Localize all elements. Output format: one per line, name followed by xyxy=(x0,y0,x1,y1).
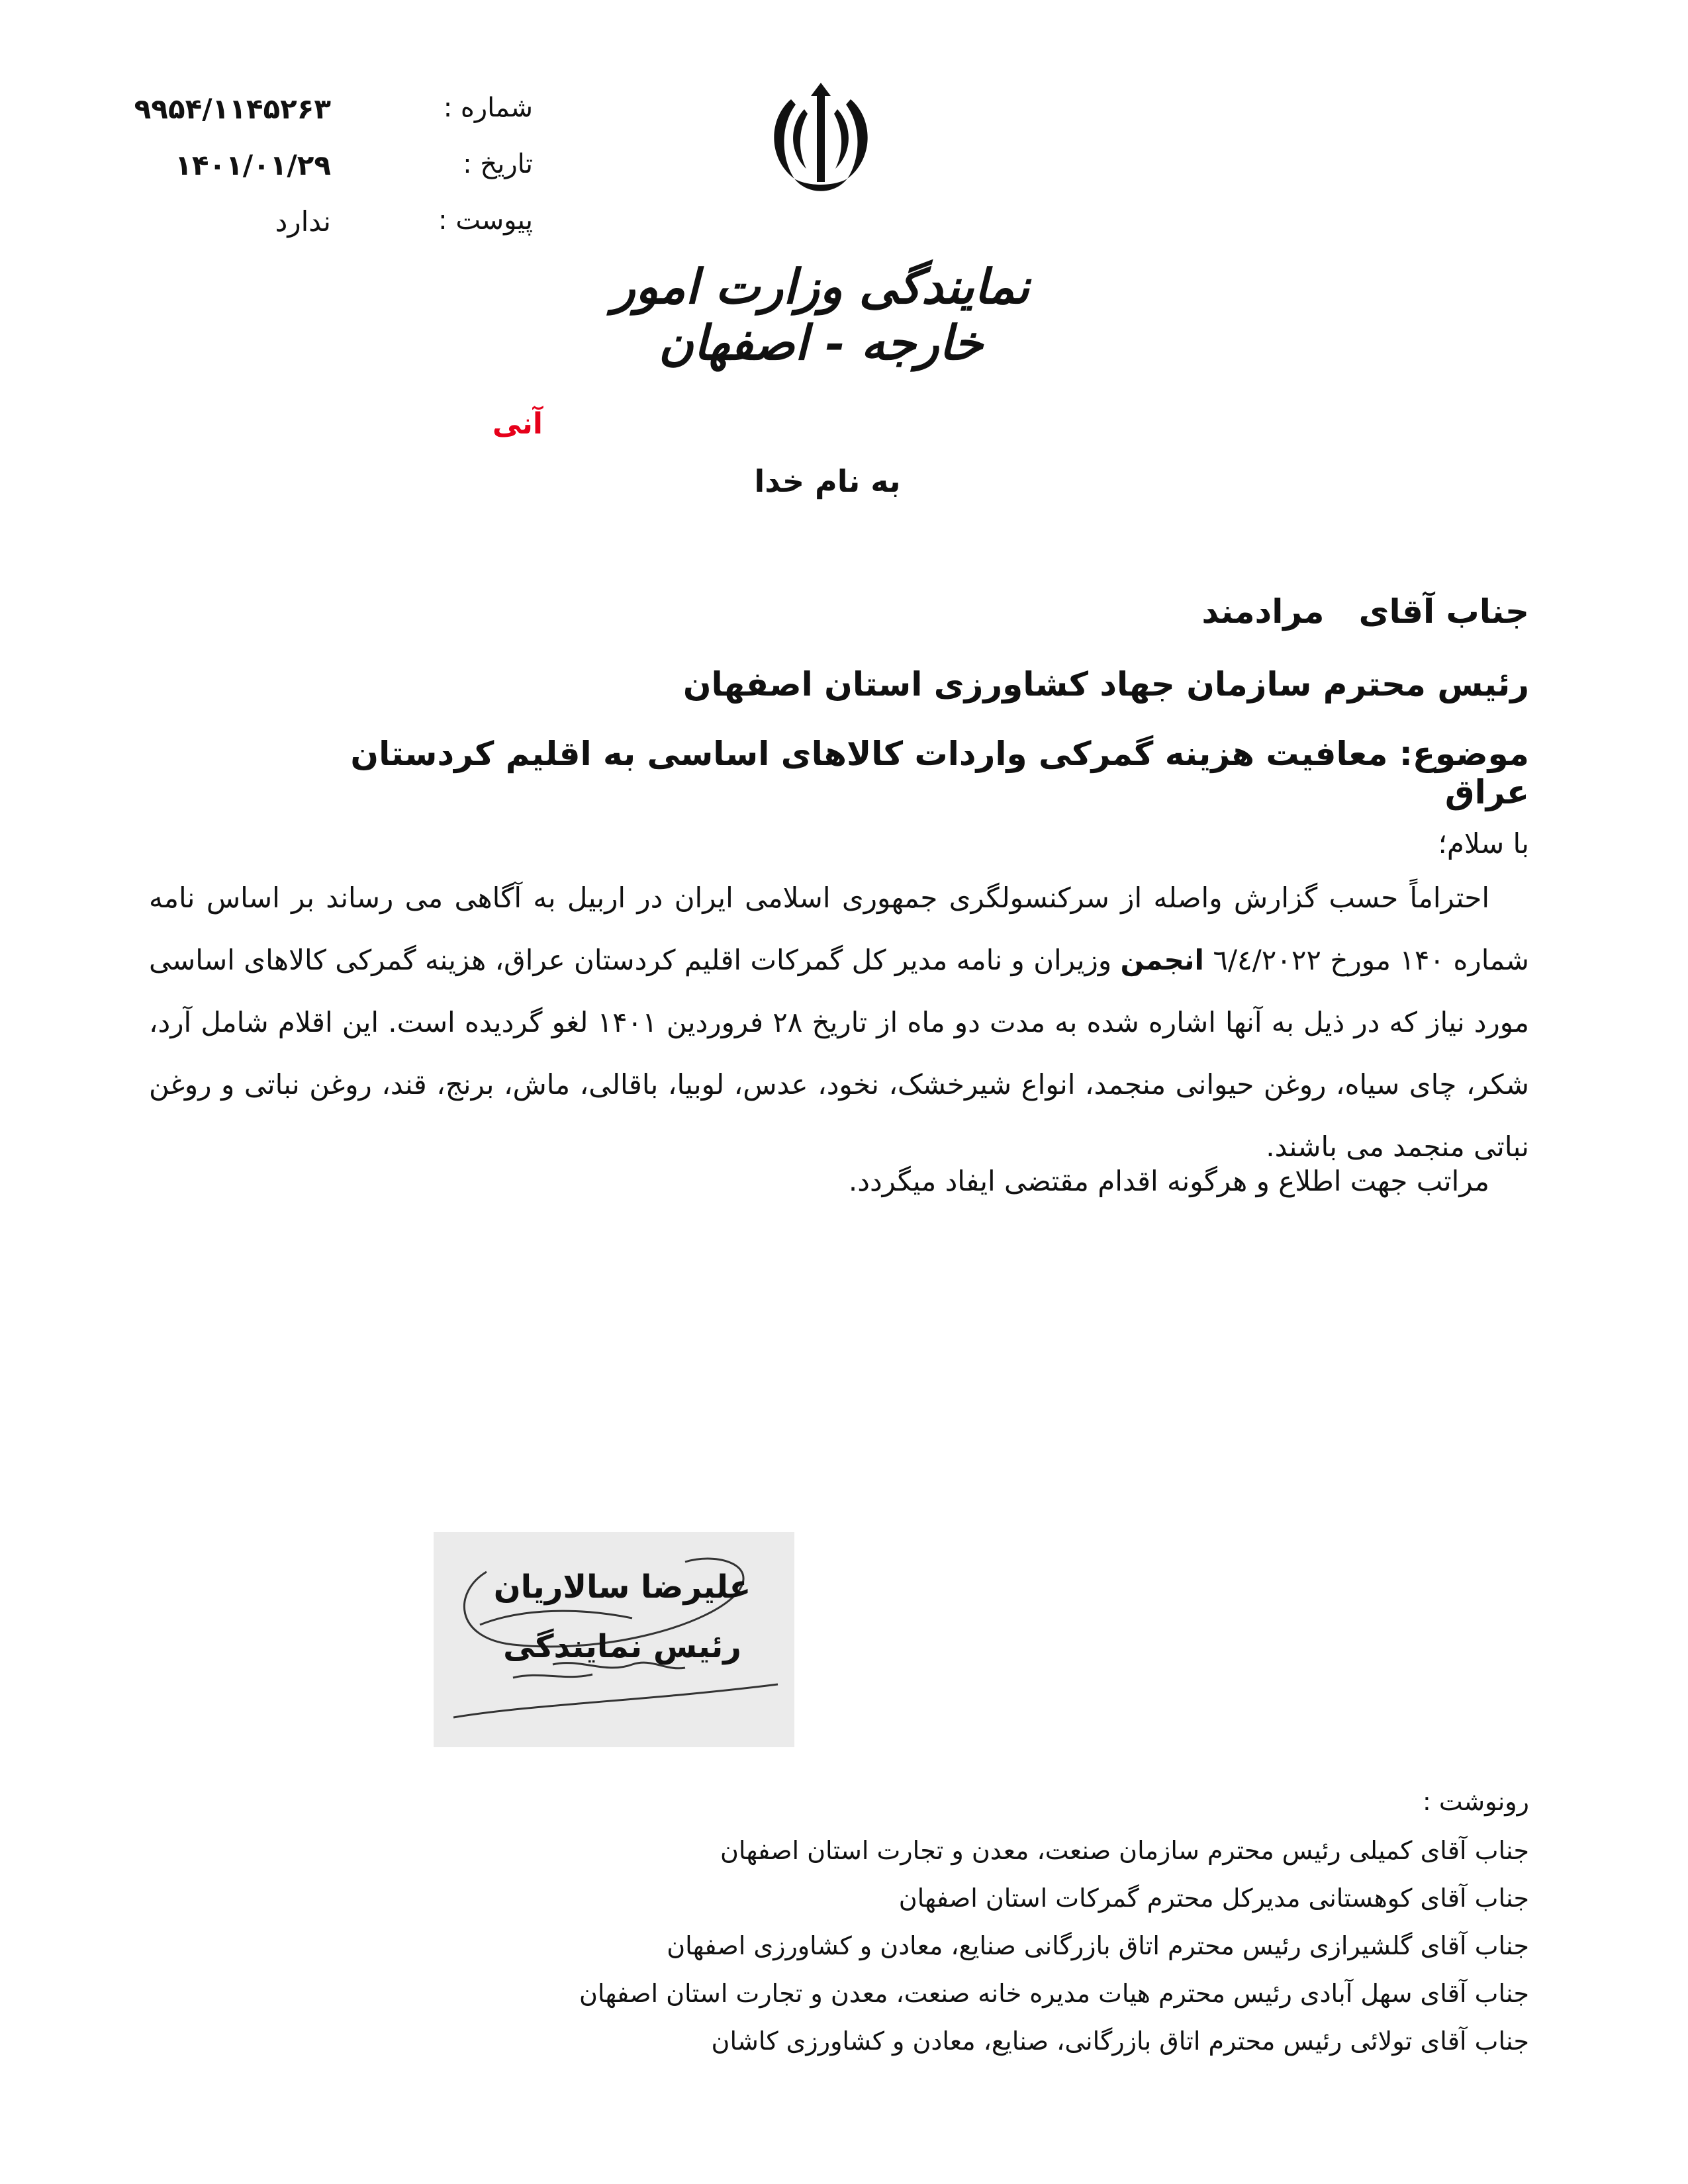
date-label: تاریخ : xyxy=(463,149,533,179)
cc-item: جناب آقای سهل آبادی رئیس محترم هیات مدیره خانه صنعت، معدن و تجارت استان اصفهان xyxy=(579,1979,1529,2008)
iran-emblem-icon xyxy=(755,79,887,199)
subject-line: موضوع: معافیت هزینه گمرکی واردات کالاهای اساسی به اقلیم کردستان عراق xyxy=(350,735,1529,811)
closing-line: مراتب جهت اطلاع و هرگونه اقدام مقتضی ایفاد میگردد. xyxy=(848,1165,1489,1197)
letterhead: نمایندگی وزارت امور خارجه - اصفهان xyxy=(612,258,1030,371)
cc-item: جناب آقای کوهستانی مدیرکل محترم گمرکات استان اصفهان xyxy=(898,1884,1529,1913)
bismillah-heading: به نام خدا xyxy=(754,463,901,499)
cc-list xyxy=(338,1827,1529,2065)
date-value: ۱۴۰۱/۰۱/۲۹ xyxy=(175,149,331,181)
greeting: با سلام؛ xyxy=(1438,827,1529,860)
letter-body xyxy=(149,867,1529,1178)
number-value: ۹۹۵۴/۱۱۴۵۲۶۳ xyxy=(134,93,331,125)
body-part-2: وزیران و نامه مدیر کل گمرکات اقلیم کردستان عراق، هزینه گمرکی کالاهای اساسی مورد نیاز که در ذیل به آنها اشاره شده به مدت دو ماه از تاریخ ۲۸ فروردین ۱۴۰۱ لغو گردیده است. این اقلام شامل آرد، شکر، چای سیاه، روغن حیوانی منجمد، انواع شیرخشک، نخود، عدس، لوبیا، باقالی، ماش، برنج، قند، روغن نباتی و روغن نباتی منجمد می باشند. xyxy=(149,944,1529,1163)
signer-name: علیرضا سالاریان xyxy=(493,1569,751,1606)
attachment-value: ندارد xyxy=(275,205,331,238)
urgent-tag: آنی xyxy=(492,407,543,441)
attachment-label: پیوست : xyxy=(438,205,533,236)
cc-item: جناب آقای تولائی رئیس محترم اتاق بازرگانی، صنایع، معادن و کشاورزی کاشان xyxy=(711,2026,1529,2056)
cc-item: جناب آقای گلشیرازی رئیس محترم اتاق بازرگانی صنایع، معادن و کشاورزی اصفهان xyxy=(667,1931,1529,1960)
cc-label: رونوشت : xyxy=(1423,1787,1529,1816)
body-part-1: احتراماً حسب گزارش واصله از سرکنسولگری جمهوری اسلامی ایران در اربیل به آگاهی می رساند بر اساس نامه شماره ۱۴۰ مورخ ٦/٤/٢٠٢٢ xyxy=(149,882,1529,976)
body-bold-word: انجمن xyxy=(1120,944,1204,976)
signer-title: رئیس نمایندگی xyxy=(503,1628,741,1665)
recipient-title: رئیس محترم سازمان جهاد کشاورزی استان اصفهان xyxy=(682,665,1529,704)
recipient-name: جناب آقای مرادمند xyxy=(1201,592,1529,631)
cc-item: جناب آقای کمیلی رئیس محترم سازمان صنعت، معدن و تجارت استان اصفهان xyxy=(720,1836,1529,1865)
number-label: شماره : xyxy=(443,93,533,123)
